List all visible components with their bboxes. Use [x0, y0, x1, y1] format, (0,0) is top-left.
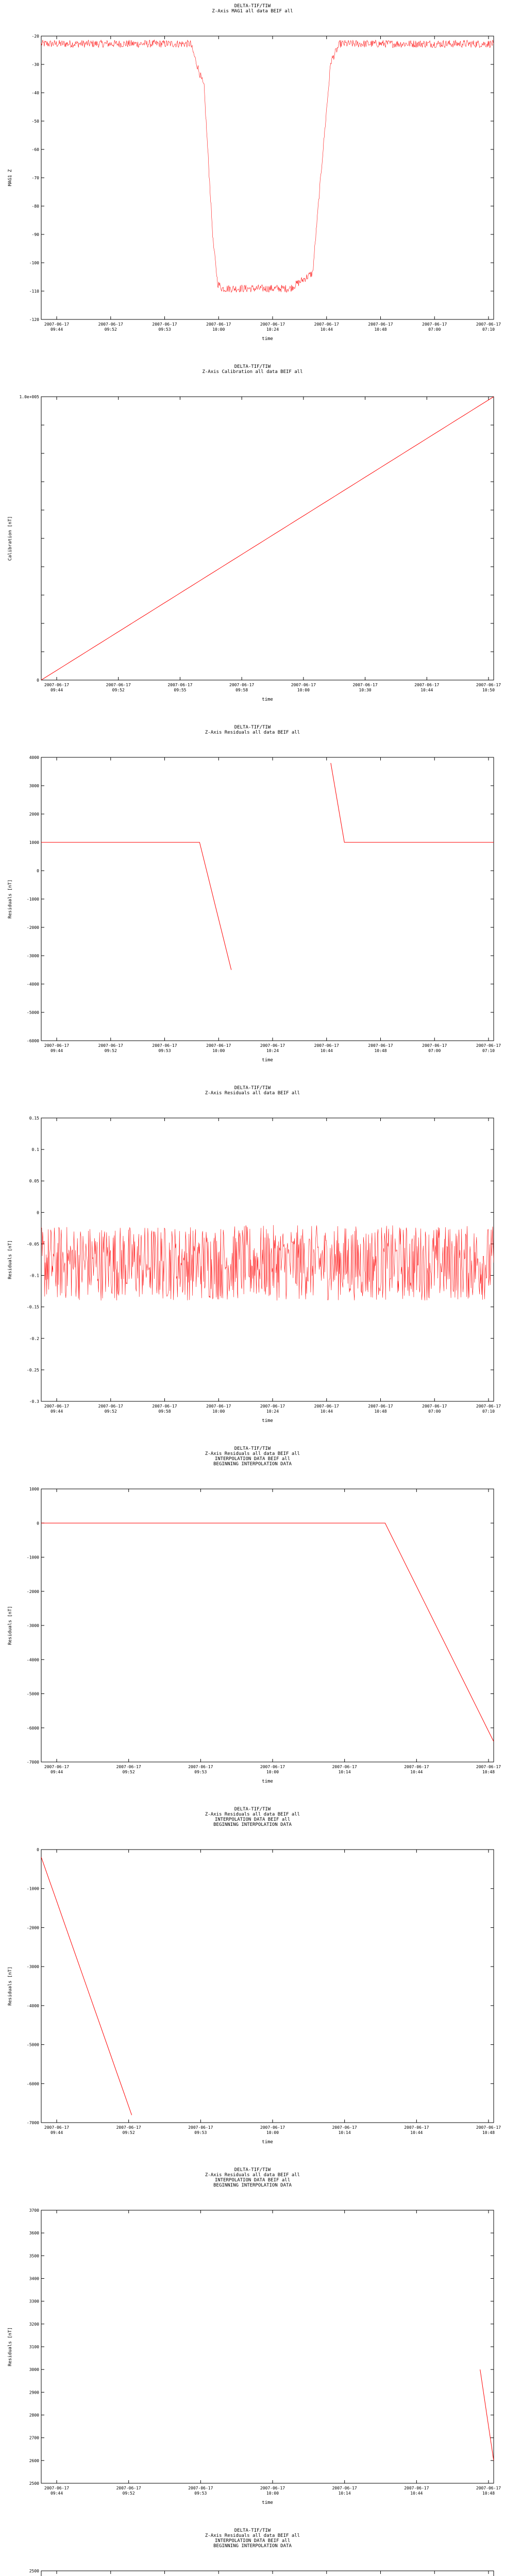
x-tick-label: 2007-06-17: [152, 1043, 177, 1048]
y-axis-label: Calibration [nT]: [8, 516, 13, 561]
x-tick-label: 2007-06-17: [332, 1765, 357, 1769]
x-tick-label: 07:00: [428, 327, 441, 332]
series-line-1: [41, 842, 231, 970]
x-tick-label: 09:44: [50, 688, 63, 692]
chart-title-line: BEGINNING INTERPOLATION DATA: [213, 1822, 292, 1827]
x-tick-label: 09:58: [235, 688, 248, 692]
y-tick-label: -90: [31, 232, 39, 237]
x-tick-label: 2007-06-17: [314, 1043, 339, 1048]
chart-title-line: DELTA-TIF/TIW: [234, 1807, 271, 1812]
y-axis-label: Residuals [nT]: [8, 1240, 13, 1279]
y-tick-label: 2900: [29, 2390, 39, 2395]
x-axis-label: time: [262, 336, 273, 342]
plot-frame: [41, 1850, 494, 2123]
x-tick-label: 2007-06-17: [188, 2125, 213, 2130]
x-tick-label: 09:53: [194, 2491, 207, 2496]
y-tick-label: -2000: [26, 1589, 39, 1594]
x-tick-label: 09:44: [50, 2130, 63, 2135]
x-axis-label: time: [262, 1058, 273, 1063]
x-tick-label: 10:44: [410, 1770, 423, 1774]
chart-title-line: INTERPOLATION DATA BEIF all: [214, 2538, 291, 2544]
y-tick-label: 0: [37, 678, 39, 683]
x-tick-label: 2007-06-17: [476, 683, 501, 687]
chart-panel-2: [0, 361, 505, 721]
x-tick-label: 2007-06-17: [206, 1043, 231, 1048]
y-axis-label: Residuals [nT]: [8, 1967, 13, 2006]
x-tick-label: 2007-06-17: [368, 1404, 393, 1409]
y-tick-label: -40: [31, 91, 39, 95]
x-tick-label: 2007-06-17: [44, 1043, 70, 1048]
x-tick-label: 2007-06-17: [152, 1404, 177, 1409]
y-tick-label: -4000: [26, 2003, 39, 2008]
y-tick-label: -6000: [26, 1039, 39, 1043]
x-tick-label: 10:00: [212, 327, 225, 332]
x-tick-label: 09:52: [122, 2130, 135, 2135]
x-tick-label: 10:00: [266, 2491, 279, 2496]
x-tick-label: 10:14: [338, 2130, 351, 2135]
x-tick-label: 2007-06-17: [404, 2125, 429, 2130]
x-tick-label: 09:44: [50, 1409, 63, 1414]
y-tick-label: -6000: [26, 1725, 39, 1731]
y-tick-label: -5000: [26, 1010, 39, 1015]
x-tick-label: 2007-06-17: [44, 1404, 70, 1409]
x-tick-label: 09:52: [122, 2491, 135, 2496]
chart-title-line: DELTA-TIF/TIW: [234, 4, 271, 9]
y-tick-label: 3700: [29, 2208, 39, 2213]
y-tick-label: 2500: [29, 2569, 39, 2573]
x-tick-label: 2007-06-17: [422, 1043, 447, 1048]
x-tick-label: 10:00: [212, 1048, 225, 1053]
x-tick-label: 10:24: [266, 327, 279, 332]
x-tick-label: 09:53: [158, 327, 171, 332]
y-tick-label: -110: [29, 289, 39, 294]
y-tick-label: 1.0e+005: [19, 395, 39, 399]
chart-panel-4: [0, 1082, 505, 1443]
y-tick-label: 0: [37, 1521, 39, 1526]
x-tick-label: 10:48: [482, 2491, 495, 2496]
series-line-1: [41, 397, 494, 680]
x-tick-label: 2007-06-17: [368, 1043, 393, 1048]
x-tick-label: 2007-06-17: [314, 322, 339, 327]
x-tick-label: 09:44: [50, 2491, 63, 2496]
y-tick-label: 0.15: [29, 1116, 39, 1121]
y-tick-label: 1000: [29, 1487, 39, 1492]
series-line-1: [41, 1523, 494, 1741]
plot-frame: [41, 1489, 494, 1762]
x-tick-label: 2007-06-17: [314, 1404, 339, 1409]
y-tick-label: -2000: [26, 1925, 39, 1930]
x-tick-label: 2007-06-17: [167, 683, 193, 687]
x-tick-label: 2007-06-17: [260, 1765, 285, 1769]
x-tick-label: 2007-06-17: [476, 1404, 501, 1409]
x-tick-label: 10:44: [320, 327, 333, 332]
y-axis-label: Residuals [nT]: [8, 2327, 13, 2366]
chart-title-line: DELTA-TIF/TIW: [234, 2167, 271, 2173]
x-tick-label: 2007-06-17: [188, 2486, 213, 2490]
x-tick-label: 2007-06-17: [44, 2125, 70, 2130]
x-tick-label: 2007-06-17: [106, 683, 131, 687]
y-tick-label: 3100: [29, 2345, 39, 2349]
x-tick-label: 2007-06-17: [260, 1043, 285, 1048]
x-tick-label: 10:14: [338, 1770, 351, 1774]
y-tick-label: 3000: [29, 784, 39, 788]
x-tick-label: 10:24: [266, 1409, 279, 1414]
chart-title-line: Z-Axis Residuals all data BEIF all: [205, 1091, 300, 1096]
x-tick-label: 10:50: [482, 688, 495, 692]
x-tick-label: 2007-06-17: [44, 1765, 70, 1769]
y-tick-label: -1000: [26, 1555, 39, 1560]
y-tick-label: 0: [37, 1210, 39, 1215]
chart-title-line: DELTA-TIF/TIW: [234, 1086, 271, 1091]
y-axis-label: MAG1 Z: [8, 169, 13, 187]
y-tick-label: -3000: [26, 1623, 39, 1628]
y-tick-label: -1000: [26, 897, 39, 902]
x-tick-label: 10:24: [266, 1048, 279, 1053]
x-axis-label: time: [262, 697, 273, 702]
x-tick-label: 2007-06-17: [44, 322, 70, 327]
y-axis-label: Residuals [nT]: [8, 1606, 13, 1645]
x-tick-label: 2007-06-17: [332, 2486, 357, 2490]
x-tick-label: 2007-06-17: [44, 683, 70, 687]
y-tick-label: 2700: [29, 2435, 39, 2441]
y-tick-label: 3000: [29, 2367, 39, 2372]
x-tick-label: 07:10: [482, 1048, 495, 1053]
x-tick-label: 10:00: [297, 688, 310, 692]
x-tick-label: 10:44: [420, 688, 433, 692]
y-tick-label: -0.3: [29, 1399, 39, 1404]
x-tick-label: 2007-06-17: [476, 322, 501, 327]
x-axis-label: time: [262, 1418, 273, 1423]
x-tick-label: 09:55: [174, 688, 187, 692]
x-tick-label: 09:52: [104, 1409, 117, 1414]
x-tick-label: 2007-06-17: [206, 322, 231, 327]
x-axis-label: time: [262, 1779, 273, 1784]
chart-title-line: Z-Axis MAG1 all data BEIF all: [212, 9, 293, 14]
y-tick-label: -80: [31, 204, 39, 209]
chart-title-line: DELTA-TIF/TIW: [234, 364, 271, 369]
y-tick-label: -0.1: [29, 1273, 39, 1278]
x-tick-label: 2007-06-17: [422, 322, 447, 327]
y-tick-label: -2000: [26, 925, 39, 930]
y-tick-label: 3200: [29, 2321, 39, 2327]
x-tick-label: 2007-06-17: [44, 2486, 70, 2490]
x-tick-label: 2007-06-17: [152, 322, 177, 327]
x-tick-label: 2007-06-17: [368, 322, 393, 327]
y-tick-label: -120: [29, 317, 39, 322]
y-tick-label: -4000: [26, 1657, 39, 1663]
x-tick-label: 2007-06-17: [332, 2125, 357, 2130]
x-tick-label: 10:00: [266, 1770, 279, 1774]
x-tick-label: 2007-06-17: [260, 2125, 285, 2130]
y-tick-label: -0.2: [29, 1336, 39, 1341]
x-axis-label: time: [262, 2140, 273, 2145]
y-tick-label: 0: [37, 1848, 39, 1852]
x-tick-label: 2007-06-17: [476, 1765, 501, 1769]
y-tick-label: -7000: [26, 1760, 39, 1765]
x-tick-label: 07:10: [482, 1409, 495, 1414]
y-tick-label: 0.1: [31, 1147, 39, 1153]
x-tick-label: 2007-06-17: [476, 2486, 501, 2490]
chart-title-line: INTERPOLATION DATA BEIF all: [214, 1456, 291, 1462]
y-tick-label: -4000: [26, 982, 39, 987]
plot-frame: [41, 757, 494, 1041]
x-tick-label: 2007-06-17: [188, 1765, 213, 1769]
y-tick-label: -50: [31, 119, 39, 124]
x-tick-label: 10:48: [482, 1770, 495, 1774]
y-tick-label: 1000: [29, 840, 39, 845]
x-tick-label: 2007-06-17: [404, 2486, 429, 2490]
series-line-1: [41, 40, 494, 293]
x-tick-label: 07:00: [428, 1409, 441, 1414]
x-tick-label: 2007-06-17: [206, 1404, 231, 1409]
chart-title-line: Z-Axis Residuals all data BEIF all: [205, 730, 300, 735]
x-tick-label: 09:52: [122, 1770, 135, 1774]
plot-frame: [41, 36, 494, 319]
x-tick-label: 2007-06-17: [98, 1043, 123, 1048]
y-tick-label: 2800: [29, 2413, 39, 2418]
y-tick-label: -0.25: [26, 1367, 39, 1372]
y-tick-label: -7000: [26, 2121, 39, 2125]
x-tick-label: 2007-06-17: [476, 1043, 501, 1048]
x-tick-label: 2007-06-17: [260, 322, 285, 327]
y-tick-label: 3500: [29, 2253, 39, 2259]
chart-title-line: BEGINNING INTERPOLATION DATA: [213, 2183, 292, 2188]
chart-title-line: Z-Axis Residuals all data BEIF all: [205, 2173, 300, 2178]
x-tick-label: 09:44: [50, 327, 63, 332]
chart-panel-5: [0, 1443, 505, 1803]
x-tick-label: 10:48: [482, 2130, 495, 2135]
x-tick-label: 2007-06-17: [352, 683, 378, 687]
x-tick-label: 10:44: [320, 1048, 333, 1053]
x-tick-label: 09:53: [194, 2130, 207, 2135]
y-tick-label: -3000: [26, 954, 39, 958]
y-tick-label: 0: [37, 869, 39, 873]
x-tick-label: 2007-06-17: [422, 1404, 447, 1409]
x-tick-label: 10:30: [359, 688, 372, 692]
x-tick-label: 2007-06-17: [116, 1765, 141, 1769]
x-tick-label: 2007-06-17: [98, 322, 123, 327]
x-tick-label: 2007-06-17: [291, 683, 316, 687]
x-tick-label: 10:44: [410, 2130, 423, 2135]
x-tick-label: 09:44: [50, 1048, 63, 1053]
chart-panel-8: [0, 2524, 505, 2576]
y-axis-label: Residuals [nT]: [8, 879, 13, 919]
chart-title-line: INTERPOLATION DATA BEIF all: [214, 2178, 291, 2183]
chart-title-line: BEGINNING INTERPOLATION DATA: [213, 2544, 292, 2549]
x-tick-label: 09:52: [104, 1048, 117, 1053]
chart-title-line: Z-Axis Residuals all data BEIF all: [205, 1451, 300, 1456]
chart-title-line: INTERPOLATION DATA BEIF all: [214, 1817, 291, 1822]
x-tick-label: 2007-06-17: [229, 683, 255, 687]
y-tick-label: 3400: [29, 2276, 39, 2281]
y-tick-label: 3300: [29, 2299, 39, 2304]
x-tick-label: 10:14: [338, 2491, 351, 2496]
x-tick-label: 10:00: [212, 1409, 225, 1414]
chart-panel-1: [0, 0, 505, 361]
x-tick-label: 10:48: [374, 327, 387, 332]
x-tick-label: 09:53: [194, 1770, 207, 1774]
series-line-2: [331, 763, 494, 842]
chart-title-line: DELTA-TIF/TIW: [234, 1446, 271, 1451]
y-tick-label: -20: [31, 34, 39, 39]
y-tick-label: -5000: [26, 1691, 39, 1697]
chart-title-line: DELTA-TIF/TIW: [234, 2528, 271, 2533]
chart-title-line: DELTA-TIF/TIW: [234, 725, 271, 730]
x-tick-label: 09:52: [104, 327, 117, 332]
chart-panel-7: [0, 2164, 505, 2524]
y-tick-label: 2000: [29, 812, 39, 817]
x-tick-label: 09:52: [112, 688, 125, 692]
chart-title-line: Z-Axis Calibration all data BEIF all: [202, 369, 303, 375]
y-tick-label: -6000: [26, 2081, 39, 2087]
y-tick-label: -3000: [26, 1964, 39, 1970]
y-tick-label: -5000: [26, 2042, 39, 2047]
x-tick-label: 09:44: [50, 1770, 63, 1774]
series-line-1: [41, 1225, 494, 1300]
x-tick-label: 2007-06-17: [98, 1404, 123, 1409]
chart-panel-6: [0, 1803, 505, 2164]
y-tick-label: -0.15: [26, 1304, 39, 1310]
chart-title-line: Z-Axis Residuals all data BEIF all: [205, 1812, 300, 1817]
x-tick-label: 2007-06-17: [260, 1404, 285, 1409]
x-tick-label: 10:44: [410, 2491, 423, 2496]
plot-frame: [41, 2571, 494, 2576]
x-axis-label: time: [262, 2500, 273, 2505]
chart-title-line: Z-Axis Residuals all data BEIF all: [205, 2533, 300, 2538]
x-tick-label: 10:44: [320, 1409, 333, 1414]
y-tick-label: -100: [29, 261, 39, 265]
x-tick-label: 07:10: [482, 327, 495, 332]
y-tick-label: -60: [31, 147, 39, 152]
y-tick-label: 3600: [29, 2231, 39, 2236]
y-tick-label: 2500: [29, 2481, 39, 2486]
x-tick-label: 10:00: [266, 2130, 279, 2135]
x-tick-label: 2007-06-17: [404, 1765, 429, 1769]
y-tick-label: -70: [31, 176, 39, 180]
x-tick-label: 09:53: [158, 1048, 171, 1053]
x-tick-label: 07:00: [428, 1048, 441, 1053]
x-tick-label: 10:48: [374, 1409, 387, 1414]
y-tick-label: 0.05: [29, 1179, 39, 1184]
x-tick-label: 09:58: [158, 1409, 171, 1414]
plot-frame: [41, 2210, 494, 2483]
x-tick-label: 2007-06-17: [476, 2125, 501, 2130]
x-tick-label: 2007-06-17: [260, 2486, 285, 2490]
x-tick-label: 2007-06-17: [116, 2486, 141, 2490]
chart-title-line: BEGINNING INTERPOLATION DATA: [213, 1462, 292, 1467]
y-tick-label: -0.05: [26, 1242, 39, 1247]
x-tick-label: 2007-06-17: [116, 2125, 141, 2130]
series-line-1: [41, 1857, 132, 2115]
y-tick-label: 2600: [29, 2458, 39, 2463]
chart-panel-3: [0, 721, 505, 1082]
x-tick-label: 2007-06-17: [414, 683, 440, 687]
y-tick-label: -30: [31, 62, 39, 67]
y-tick-label: 4000: [29, 755, 39, 760]
y-tick-label: -1000: [26, 1886, 39, 1891]
x-tick-label: 10:48: [374, 1048, 387, 1053]
